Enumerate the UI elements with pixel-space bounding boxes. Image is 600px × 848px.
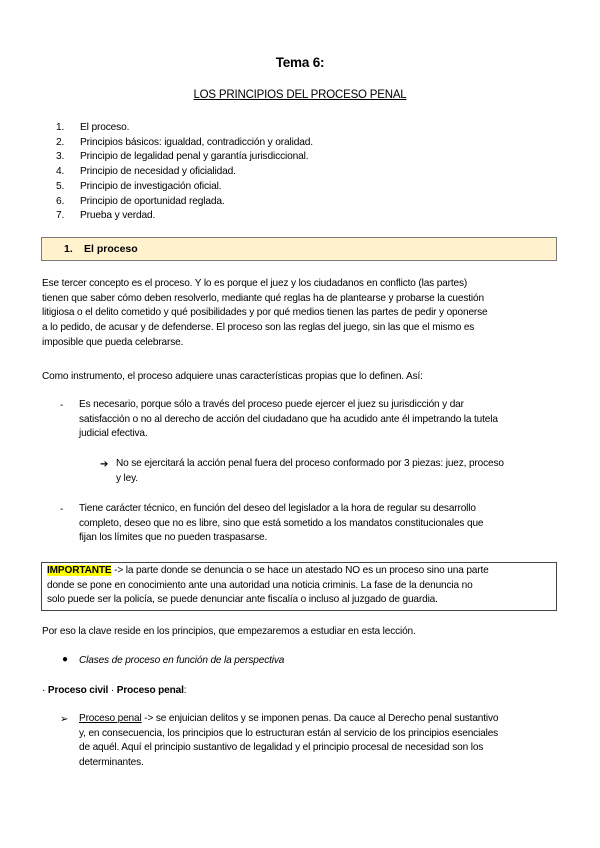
toc-number: 2.	[56, 136, 65, 148]
paragraph-line: Por eso la clave reside en los principios, que empezaremos a estudiar en esta lección.	[42, 626, 416, 637]
paragraph-line: Ese tercer concepto es el proceso. Y lo es porque el juez y los ciudadanos en conflicto (las partes)	[42, 278, 468, 289]
bullet-line: No se ejercitará la acción penal fuera del proceso conformado por 3 piezas: juez, proceso	[116, 458, 504, 469]
toc-number: 1.	[56, 122, 65, 133]
middot: ·	[108, 685, 117, 696]
penal-process-label: Proceso penal	[116, 685, 184, 696]
bullet-line: fijan los límites que no pueden traspasarse.	[79, 532, 268, 544]
bullet-tecnico	[79, 502, 483, 546]
toc-label: Principio de investigación oficial.	[80, 180, 222, 192]
section-heading-box	[41, 237, 557, 261]
bullet-line: Tiene carácter técnico, en función del deseo del legislador a la hora de regular su desarrollo	[79, 503, 476, 514]
arrowhead-icon: ➢	[60, 714, 69, 725]
process-types-text	[42, 684, 186, 699]
item-text: -> se enjuician delitos y se imponen penas. Da cauce al Derecho penal sustantivo	[141, 713, 499, 724]
item-line: de aquél. Aquí el principio sustantivo de legalidad y el principio procesal de necesidad son los	[79, 742, 484, 754]
item-line	[79, 712, 498, 727]
dash-marker: -	[60, 400, 64, 411]
instrument-paragraph	[42, 370, 423, 385]
toc-number: 7.	[56, 210, 65, 222]
toc-item	[56, 121, 313, 136]
sub-bullet-piezas	[116, 457, 504, 486]
table-of-contents	[56, 121, 313, 224]
bullet-dot-icon: ●	[62, 654, 69, 665]
toc-label: Principio de legalidad penal y garantía jurisdiccional.	[80, 151, 309, 163]
item-line: y, en consecuencia, los principios que lo estructuran están al servicio de los principios esenciales	[79, 727, 499, 739]
item-line: determinantes.	[79, 757, 144, 769]
paragraph-line: litigiosa o el delito cometido y qué posibilidades y por qué medios tienen las partes de pedir y oponerse	[42, 307, 488, 319]
paragraph-line: a lo pedido, de acusar y de defenderse. El proceso son las reglas del juego, sin las que el mismo es	[42, 322, 475, 334]
toc-item	[56, 165, 313, 180]
bullet-necesario	[79, 398, 498, 442]
toc-item	[56, 195, 313, 210]
civil-process-label: Proceso civil	[47, 685, 109, 696]
penal-process-item	[79, 712, 498, 771]
note-line: donde se pone en conocimiento ante una autoridad una noticia criminis. La fase de la denuncia no	[47, 579, 473, 591]
paragraph-line: Como instrumento, el proceso adquiere unas características propias que lo definen. Así:	[42, 371, 423, 382]
principles-paragraph	[42, 625, 416, 640]
bullet-line: Es necesario, porque sólo a través del proceso puede ejercer el juez su jurisdicción y dar	[79, 399, 464, 410]
page-title: Tema 6:	[275, 55, 325, 70]
toc-label: Prueba y verdad.	[80, 210, 156, 222]
section-number: 1.	[64, 243, 73, 255]
toc-item	[56, 180, 313, 195]
toc-item	[56, 150, 313, 165]
toc-number: 4.	[56, 166, 65, 178]
bullet-line: y ley.	[116, 472, 138, 484]
toc-label: Principio de necesidad y oficialidad.	[80, 166, 236, 178]
bullet-line: judicial efectiva.	[79, 428, 148, 440]
toc-item	[56, 136, 313, 151]
process-types-line	[42, 684, 186, 699]
middot: ·	[42, 685, 48, 696]
section-title: El proceso	[84, 243, 138, 255]
toc-number: 5.	[56, 180, 65, 192]
bullet-line: completo, deseo que no es libre, sino que está sometido a los mandatos constitucionales que	[79, 517, 484, 529]
arrow-right-icon: ➔	[100, 459, 109, 470]
toc-label: Principio de oportunidad reglada.	[80, 195, 225, 207]
paragraph-line: imposible que pueda celebrarse.	[42, 336, 184, 348]
colon: :	[183, 685, 187, 696]
toc-number: 3.	[56, 151, 65, 163]
toc-label: El proceso.	[80, 122, 130, 133]
important-keyword: IMPORTANTE	[47, 565, 112, 576]
bullet-line: satisfacción o no al derecho de acción del ciudadano que ha acudido ante él impetrando la tutela	[79, 413, 498, 425]
classes-heading: Clases de proceso en función de la perspectiva	[79, 655, 285, 666]
intro-paragraph	[42, 277, 487, 351]
note-text: -> la parte donde se denuncia o se hace un atestado NO es un proceso sino una parte	[111, 565, 489, 576]
note-line	[47, 564, 489, 579]
dash-marker: -	[60, 504, 64, 515]
important-note	[47, 564, 489, 608]
note-line: solo puede ser la policía, se puede denunciar ante fiscalía o incluso al juzgado de guardia.	[47, 594, 438, 606]
page-subtitle: LOS PRINCIPIOS DEL PROCESO PENAL	[193, 89, 407, 101]
penal-process-term: Proceso penal	[79, 713, 142, 724]
toc-label: Principios básicos: igualdad, contradicción y oralidad.	[80, 136, 313, 148]
paragraph-line: tienen que saber cómo deben resolverlo, mediante qué reglas ha de plantearse y probarse la cuestión	[42, 292, 484, 304]
toc-number: 6.	[56, 195, 65, 207]
toc-item	[56, 209, 313, 224]
